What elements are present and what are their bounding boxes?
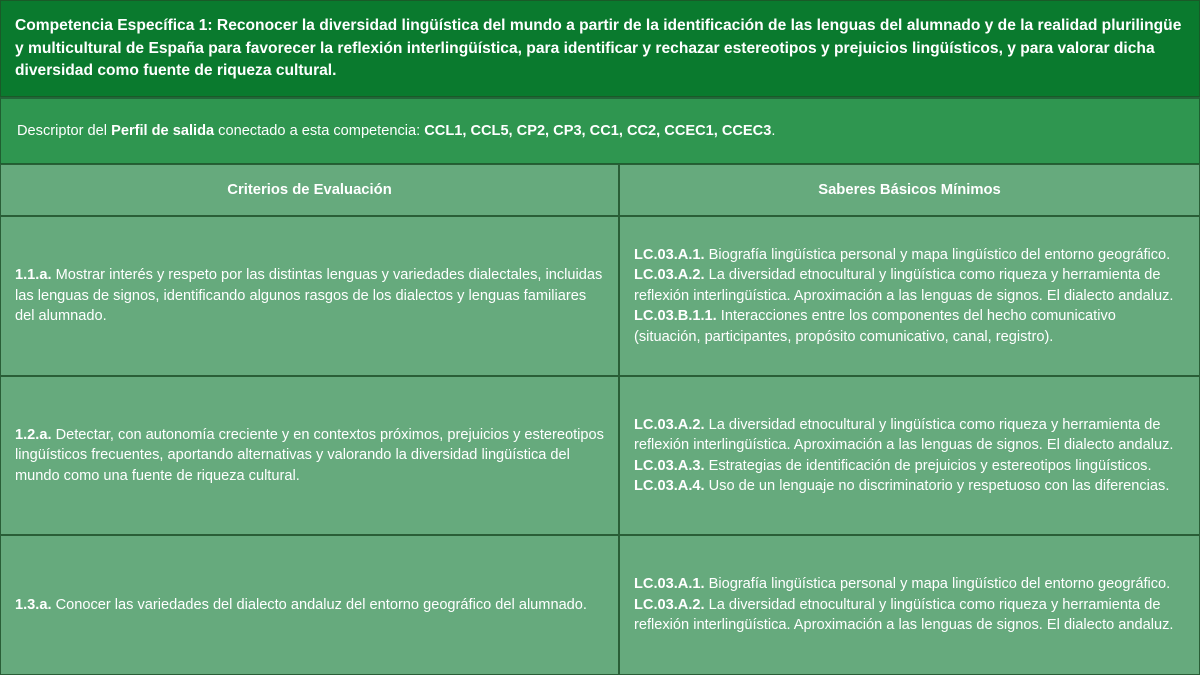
saber-item	[634, 245, 1185, 266]
descriptor-prefix: Descriptor del	[17, 123, 112, 139]
descriptor-perfil-salida	[0, 97, 1200, 164]
criterion-code-1: 1.1.a.	[15, 267, 52, 284]
saber-item	[634, 574, 1185, 595]
descriptor-codes: CCL1, CCL5, CP2, CP3, CC1, CC2, CCEC1, CCEC3	[424, 123, 772, 139]
criterion-cell-1	[0, 216, 619, 376]
header-saberes	[619, 164, 1200, 216]
criterion-cell-3	[0, 535, 619, 675]
saber-item	[634, 595, 1185, 636]
criterion-code-2: 1.2.a.	[15, 426, 52, 443]
saber-code: LC.03.A.2.	[634, 596, 705, 613]
saber-text: Uso de un lenguaje no discriminatorio y respetuoso con las diferencias.	[704, 478, 1170, 494]
criterion-cell-2	[0, 376, 619, 535]
saber-text: La diversidad etnocultural y lingüística como riqueza y herramienta de reflexión interlingüística. Aproximación a las lenguas de signos. El dialecto andaluz.	[634, 416, 1174, 453]
saber-code: LC.03.A.1.	[634, 246, 705, 263]
saber-code: LC.03.A.4.	[634, 478, 705, 494]
competencia-title-text: Competencia Específica 1: Reconocer la diversidad lingüística del mundo a partir de la identificación de las lenguas del alumnado y de la realidad plurilingüe y multicultural de España para favorecer la reflexión interlingüística, para identificar y rechazar estereotipos y prejuicios lingüísticos, y para valorar dicha diversidad como fuente de riqueza cultural.	[15, 17, 1182, 79]
saber-code: LC.03.A.2.	[634, 267, 705, 284]
saber-text: Estrategias de identificación de prejuicios y estereotipos lingüísticos.	[704, 457, 1152, 474]
criterion-1	[15, 265, 604, 327]
descriptor-middle: conectado a esta competencia:	[214, 123, 425, 139]
saber-text: Biografía lingüística personal y mapa lingüístico del entorno geográfico.	[704, 576, 1171, 593]
saberes-cell-2	[619, 376, 1200, 535]
criterion-code-3: 1.3.a.	[15, 596, 52, 613]
saber-item	[634, 415, 1185, 456]
header-saberes-label: Saberes Básicos Mínimos	[818, 181, 1001, 198]
saber-item	[634, 306, 1185, 347]
saber-text: Biografía lingüística personal y mapa lingüístico del entorno geográfico.	[704, 246, 1171, 263]
saber-code: LC.03.A.3.	[634, 457, 705, 474]
criterion-3	[15, 595, 604, 616]
header-criterios-label: Criterios de Evaluación	[227, 181, 392, 198]
criterion-2	[15, 425, 604, 487]
saber-item	[634, 456, 1185, 477]
saber-text: La diversidad etnocultural y lingüística como riqueza y herramienta de reflexión interlingüística. Aproximación a las lenguas de signos. El dialecto andaluz.	[634, 267, 1174, 304]
criterion-text-2: Detectar, con autonomía creciente y en contextos próximos, prejuicios y estereotipos lingüísticos frecuentes, aportando alternativas y valorando la diversidad lingüística del mundo como una fuente de riqueza cultural.	[15, 426, 604, 484]
criterion-text-1: Mostrar interés y respeto por las distintas lenguas y variedades dialectales, incluidas las lenguas de signos, identificando algunos rasgos de los dialectos y lenguas familiares del alumnado.	[15, 267, 603, 325]
saber-code: LC.03.B.1.1.	[634, 308, 717, 325]
saberes-cell-1	[619, 216, 1200, 376]
saberes-list-2	[634, 415, 1185, 497]
header-criterios	[0, 164, 619, 216]
saber-item	[634, 476, 1185, 497]
descriptor-bold: Perfil de salida	[111, 123, 215, 139]
saber-item	[634, 265, 1185, 306]
descriptor-suffix: .	[771, 123, 776, 139]
saber-text: La diversidad etnocultural y lingüística como riqueza y herramienta de reflexión interlingüística. Aproximación a las lenguas de signos. El dialecto andaluz.	[634, 596, 1174, 634]
saber-code: LC.03.A.1.	[634, 576, 705, 593]
saberes-cell-3	[619, 535, 1200, 675]
criterion-text-3: Conocer las variedades del dialecto andaluz del entorno geográfico del alumnado.	[51, 596, 587, 613]
saber-text: Interacciones entre los componentes del hecho comunicativo (situación, participantes, propósito comunicativo, canal, registro).	[634, 308, 1116, 345]
saber-code: LC.03.A.2.	[634, 416, 705, 433]
saberes-list-1	[634, 245, 1185, 348]
competencia-title	[0, 0, 1200, 97]
saberes-list-3	[634, 574, 1185, 636]
